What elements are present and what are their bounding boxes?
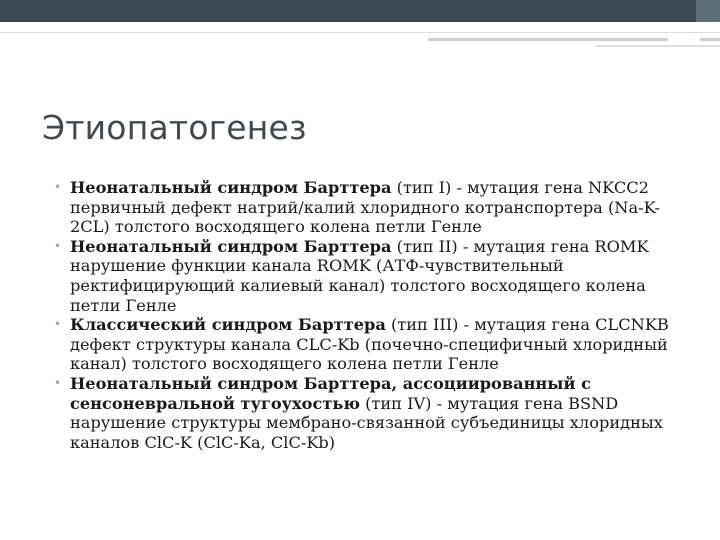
bullet-list — [52, 178, 672, 452]
bullet-text: (тип I) - мутация гена NKCC2 первичный дефект натрий/калий хлоридного котранспортера (Na-K-2CL) толстого восходящего колена петли Генле — [70, 178, 660, 237]
header-bar-accent — [696, 0, 720, 22]
bullet-text: (тип II) - мутация гена ROMK нарушение функции канала ROMK (АТФ-чувствительный ректифицирующий калиевый канал) толстого восходящего колена петли Генле — [70, 236, 649, 315]
bullet-item — [52, 237, 672, 315]
bullet-text: (тип III) - мутация гена CLCNKB дефект структуры канала CLC-Kb (почечно-специфичный хлоридный канал) толстого восходящего колена петли Генле — [70, 315, 669, 374]
bullet-item — [52, 374, 672, 452]
bullet-icon: • — [54, 317, 62, 332]
decorative-strip — [700, 38, 720, 41]
slide-title: Этиопатогенез — [42, 108, 307, 147]
header-bar — [0, 0, 720, 22]
divider-line — [0, 32, 720, 33]
bullet-bold-text: Классический синдром Барттера — [70, 315, 386, 335]
bullet-icon: • — [54, 238, 62, 253]
bullet-item — [52, 178, 672, 237]
decorative-strip — [428, 38, 668, 41]
bullet-icon: • — [54, 180, 62, 194]
decorative-strip — [596, 45, 720, 47]
bullet-bold-text: Неонатальный синдром Барттера, ассоциированный с сенсоневральной тугоухостью — [70, 373, 591, 413]
bullet-text: (тип IV) - мутация гена BSND нарушение структуры мембрано-связанной субъединицы хлоридных каналов ClC-K (ClC-Ka, ClC-Kb) — [70, 393, 663, 452]
bullet-item — [52, 315, 672, 374]
bullet-bold-text: Неонатальный синдром Барттера — [70, 236, 392, 256]
bullet-icon: • — [54, 375, 62, 390]
bullet-bold-text: Неонатальный синдром Барттера — [70, 178, 392, 197]
